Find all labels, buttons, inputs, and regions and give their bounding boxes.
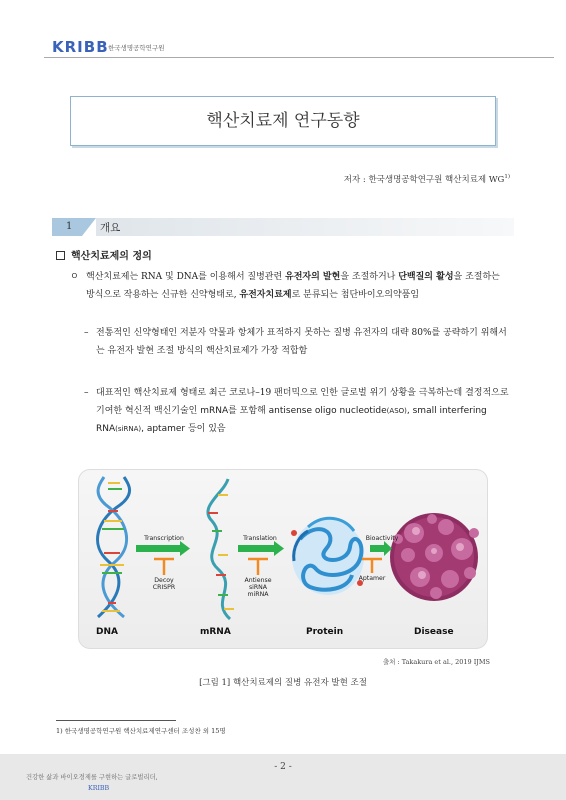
figure-gene-regulation [78, 469, 488, 649]
author-text: 저자 : 한국생명공학연구원 핵산치료제 WG [343, 175, 505, 185]
footer-org: KRIBB [88, 785, 110, 792]
kribb-logo: KRIBB [52, 38, 109, 56]
header-divider [44, 57, 554, 58]
subsection-heading [56, 247, 152, 262]
bold-run: 유전자치료제 [239, 290, 292, 300]
footnote-divider [56, 720, 176, 721]
text-run: , aptamer [141, 424, 186, 434]
footnote: 1) 한국생명공학연구원 핵산치료제연구센터 조성찬 외 15명 [56, 727, 226, 735]
text-run: 을 조절하는 방식으로 작용하는 신규한 신약형태로, [86, 272, 500, 300]
disease-label: Disease [414, 627, 454, 637]
paragraph-traditional-text: 전통적인 신약형태인 저분자 약물과 항체가 표적하지 못하는 질병 유전자의 대략 80%를 공략하기 위해서는 유전자 발현 조절 방식의 핵산치료제가 가장 적합함 [96, 328, 507, 356]
text-run: 로 분류되는 첨단바이오의약품임 [291, 290, 420, 300]
decoy-inhibitor-icon [154, 559, 174, 575]
figure-source: 출처 : Takakura et al., 2019 IJMS [382, 658, 490, 666]
small-run: (ASO) [386, 407, 407, 415]
dna-helix-icon [98, 477, 130, 617]
bioactivity-label: Bioactivity [365, 535, 399, 542]
paragraph-traditional [84, 324, 510, 360]
section-bar-fill [96, 218, 514, 236]
figure-caption: [그림 1] 핵산치료제의 질병 유전자 발현 조절 [199, 678, 367, 688]
paragraph-definition [70, 268, 510, 304]
mrna-strand-icon [208, 479, 234, 619]
transcription-arrow-icon [136, 541, 190, 556]
document-title: 핵산치료제 연구동향 [206, 111, 360, 131]
paragraph-definition-text [70, 268, 510, 304]
footer-slogan: 건강한 삶과 바이오경제를 구현하는 글로벌리더, [26, 774, 158, 781]
dash-bullet: – [84, 328, 89, 338]
small-run: (siRNA) [115, 425, 142, 433]
subsection-title: 핵산치료제의 정의 [71, 251, 152, 262]
org-name: 한국생명공학연구원 [108, 44, 165, 52]
circle-bullet-icon: ㅇ [70, 272, 79, 282]
checkbox-square-icon [56, 251, 65, 260]
text-run: mRNA를 포함해 antisense oligo nucleotide [200, 406, 387, 416]
paragraph-representative [84, 384, 510, 438]
title-box [70, 96, 496, 146]
bioactivity-arrow-icon [370, 541, 392, 556]
section-title: 개요 [100, 222, 121, 234]
section-header [52, 218, 514, 236]
section-number-tail [82, 218, 96, 236]
text-run: 핵산치료제는 RNA 및 DNA를 이용해서 질병관련 [86, 272, 286, 282]
text-run: 대표적인 핵산치료제 형태로 최근 코로나–19 팬더믹으로 인한 글로벌 위기 상황을 극복하는데 결정적으로 기여한 혁신적 백신기술인 [96, 388, 509, 416]
bold-run: 유전자의 발현 [285, 272, 341, 282]
translation-arrow-icon [238, 541, 284, 556]
dna-label: DNA [96, 627, 118, 637]
translation-label: Translation [243, 535, 277, 542]
text-run: , small interfering RNA [96, 406, 487, 434]
decoy-label: Decoy [154, 577, 174, 584]
text-run: 을 조절하거나 [340, 272, 399, 282]
author-footnote-ref[interactable]: 1) [504, 174, 510, 181]
page-header [34, 36, 534, 60]
aptamer-label: Aptamer [358, 575, 386, 582]
bold-run: 단백질의 활성 [398, 272, 454, 282]
mirna-label: miRNA [247, 591, 269, 598]
antisense-inhibitor-icon [248, 559, 268, 575]
mrna-label: mRNA [200, 627, 231, 637]
aptamer-inhibitor-icon [362, 559, 382, 573]
protein-structure-icon [291, 518, 364, 595]
figure-illustration [78, 469, 488, 649]
transcription-label: Transcription [144, 535, 184, 542]
protein-label: Protein [306, 627, 344, 637]
antisense-label: Antiense [244, 577, 272, 584]
page-number: - 2 - [274, 762, 292, 772]
diseased-cell-icon [390, 513, 479, 601]
author-line [344, 173, 510, 185]
paragraph-representative-text [84, 384, 510, 438]
text-run: 등이 있음 [185, 424, 226, 434]
section-number: 1 [52, 218, 82, 236]
sirna-label: siRNA [248, 584, 268, 591]
dash-bullet: – [84, 388, 89, 398]
crispr-label: CRISPR [152, 584, 176, 591]
